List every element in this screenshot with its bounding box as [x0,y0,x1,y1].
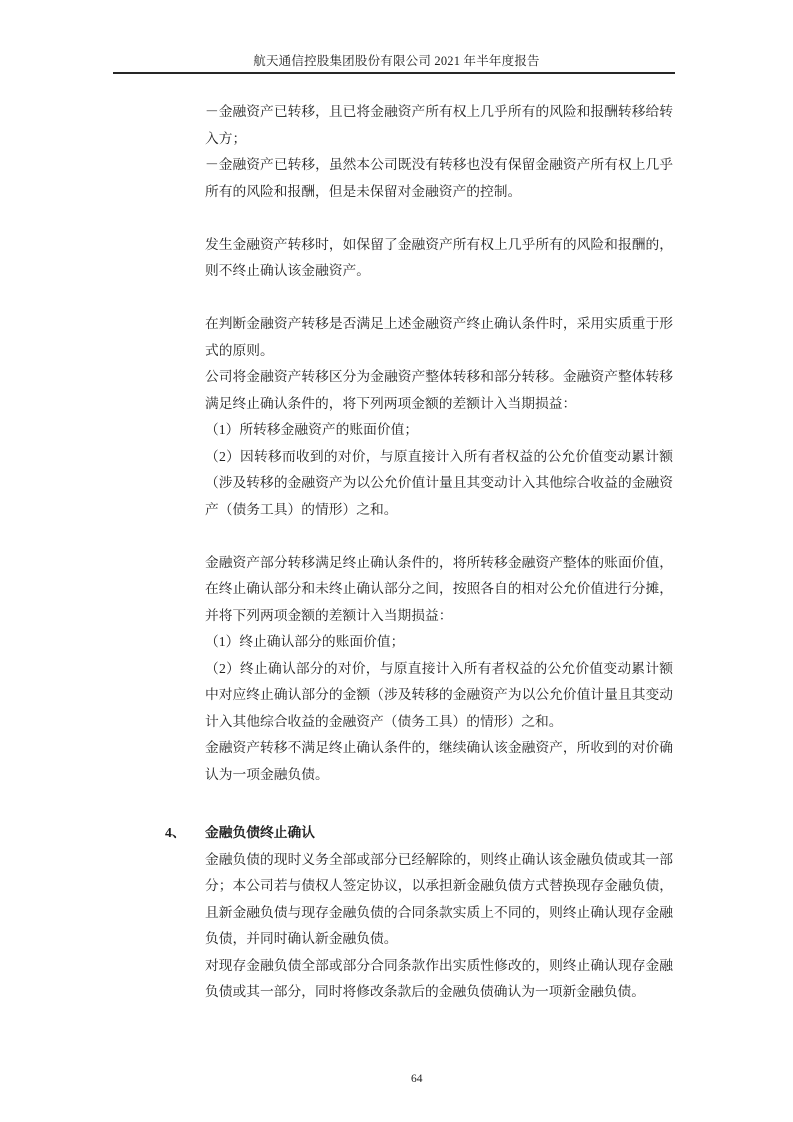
document-body [165,99,673,1006]
paragraph-continue-recognition: 金融资产转移不满足终止确认条件的，继续确认该金融资产，所收到的对价确认为一项金融负债。 [205,740,673,782]
section-number: 4、 [165,825,186,840]
paragraph-transfer-condition-2: －金融资产已转移，虽然本公司既没有转移也没有保留金融资产所有权上几乎所有的风险和报酬，但是未保留对金融资产的控制。 [205,157,673,199]
paragraph-full-vs-partial-transfer: 公司将金融资产转移区分为金融资产整体转移和部分转移。金融资产整体转移满足终止确认条件的，将下列两项金额的差额计入当期损益： [205,369,673,411]
list-item-1-derecognized-carrying-amount: （1）终止确认部分的账面价值； [205,634,405,649]
paragraph-partial-transfer: 金融资产部分转移满足终止确认条件的，将所转移金融资产整体的账面价值，在终止确认部分和未终止确认部分之间，按照各自的相对公允价值进行分摊，并将下列两项金额的差额计入当期损益： [205,554,673,623]
section-title: 金融负债终止确认 [205,825,316,840]
list-item-2-consideration: （2）因转移而收到的对价，与原直接计入所有者权益的公允价值变动累计额（涉及转移的金融资产为以公允价值计量且其变动计入其他综合收益的金融资产（债务工具）的情形）之和。 [205,448,673,517]
paragraph-liability-derecognition: 金融负债的现时义务全部或部分已经解除的，则终止确认该金融负债或其一部分；本公司若与债权人签定协议，以承担新金融负债方式替换现存金融负债，且新金融负债与现存金融负债的合同条款实质上不同的，则终止确认现存金融负债，并同时确认新金融负债。 [205,851,673,946]
header-divider [113,72,675,74]
running-header-title: 航天通信控股集团股份有限公司 2021 年半年度报告 [253,54,540,68]
list-item-1-carrying-amount: （1）所转移金融资产的账面价值； [205,422,419,437]
list-item-2-derecognized-consideration: （2）终止确认部分的对价，与原直接计入所有者权益的公允价值变动累计额中对应终止确认部分的金额（涉及转移的金融资产为以公允价值计量且其变动计入其他综合收益的金融资产（债务工具）的情形）之和。 [205,660,673,729]
paragraph-retained-risks: 发生金融资产转移时，如保留了金融资产所有权上几乎所有的风险和报酬的，则不终止确认该金融资产。 [205,236,673,278]
paragraph-transfer-condition-1: －金融资产已转移，且已将金融资产所有权上几乎所有的风险和报酬转移给转入方； [205,104,673,146]
page-number: 64 [411,1073,423,1085]
paragraph-substance-over-form: 在判断金融资产转移是否满足上述金融资产终止确认条件时，采用实质重于形式的原则。 [205,316,673,358]
section-heading-4 [165,820,673,847]
paragraph-liability-modification: 对现存金融负债全部或部分合同条款作出实质性修改的，则终止确认现存金融负债或其一部分，同时将修改条款后的金融负债确认为一项新金融负债。 [205,957,673,999]
